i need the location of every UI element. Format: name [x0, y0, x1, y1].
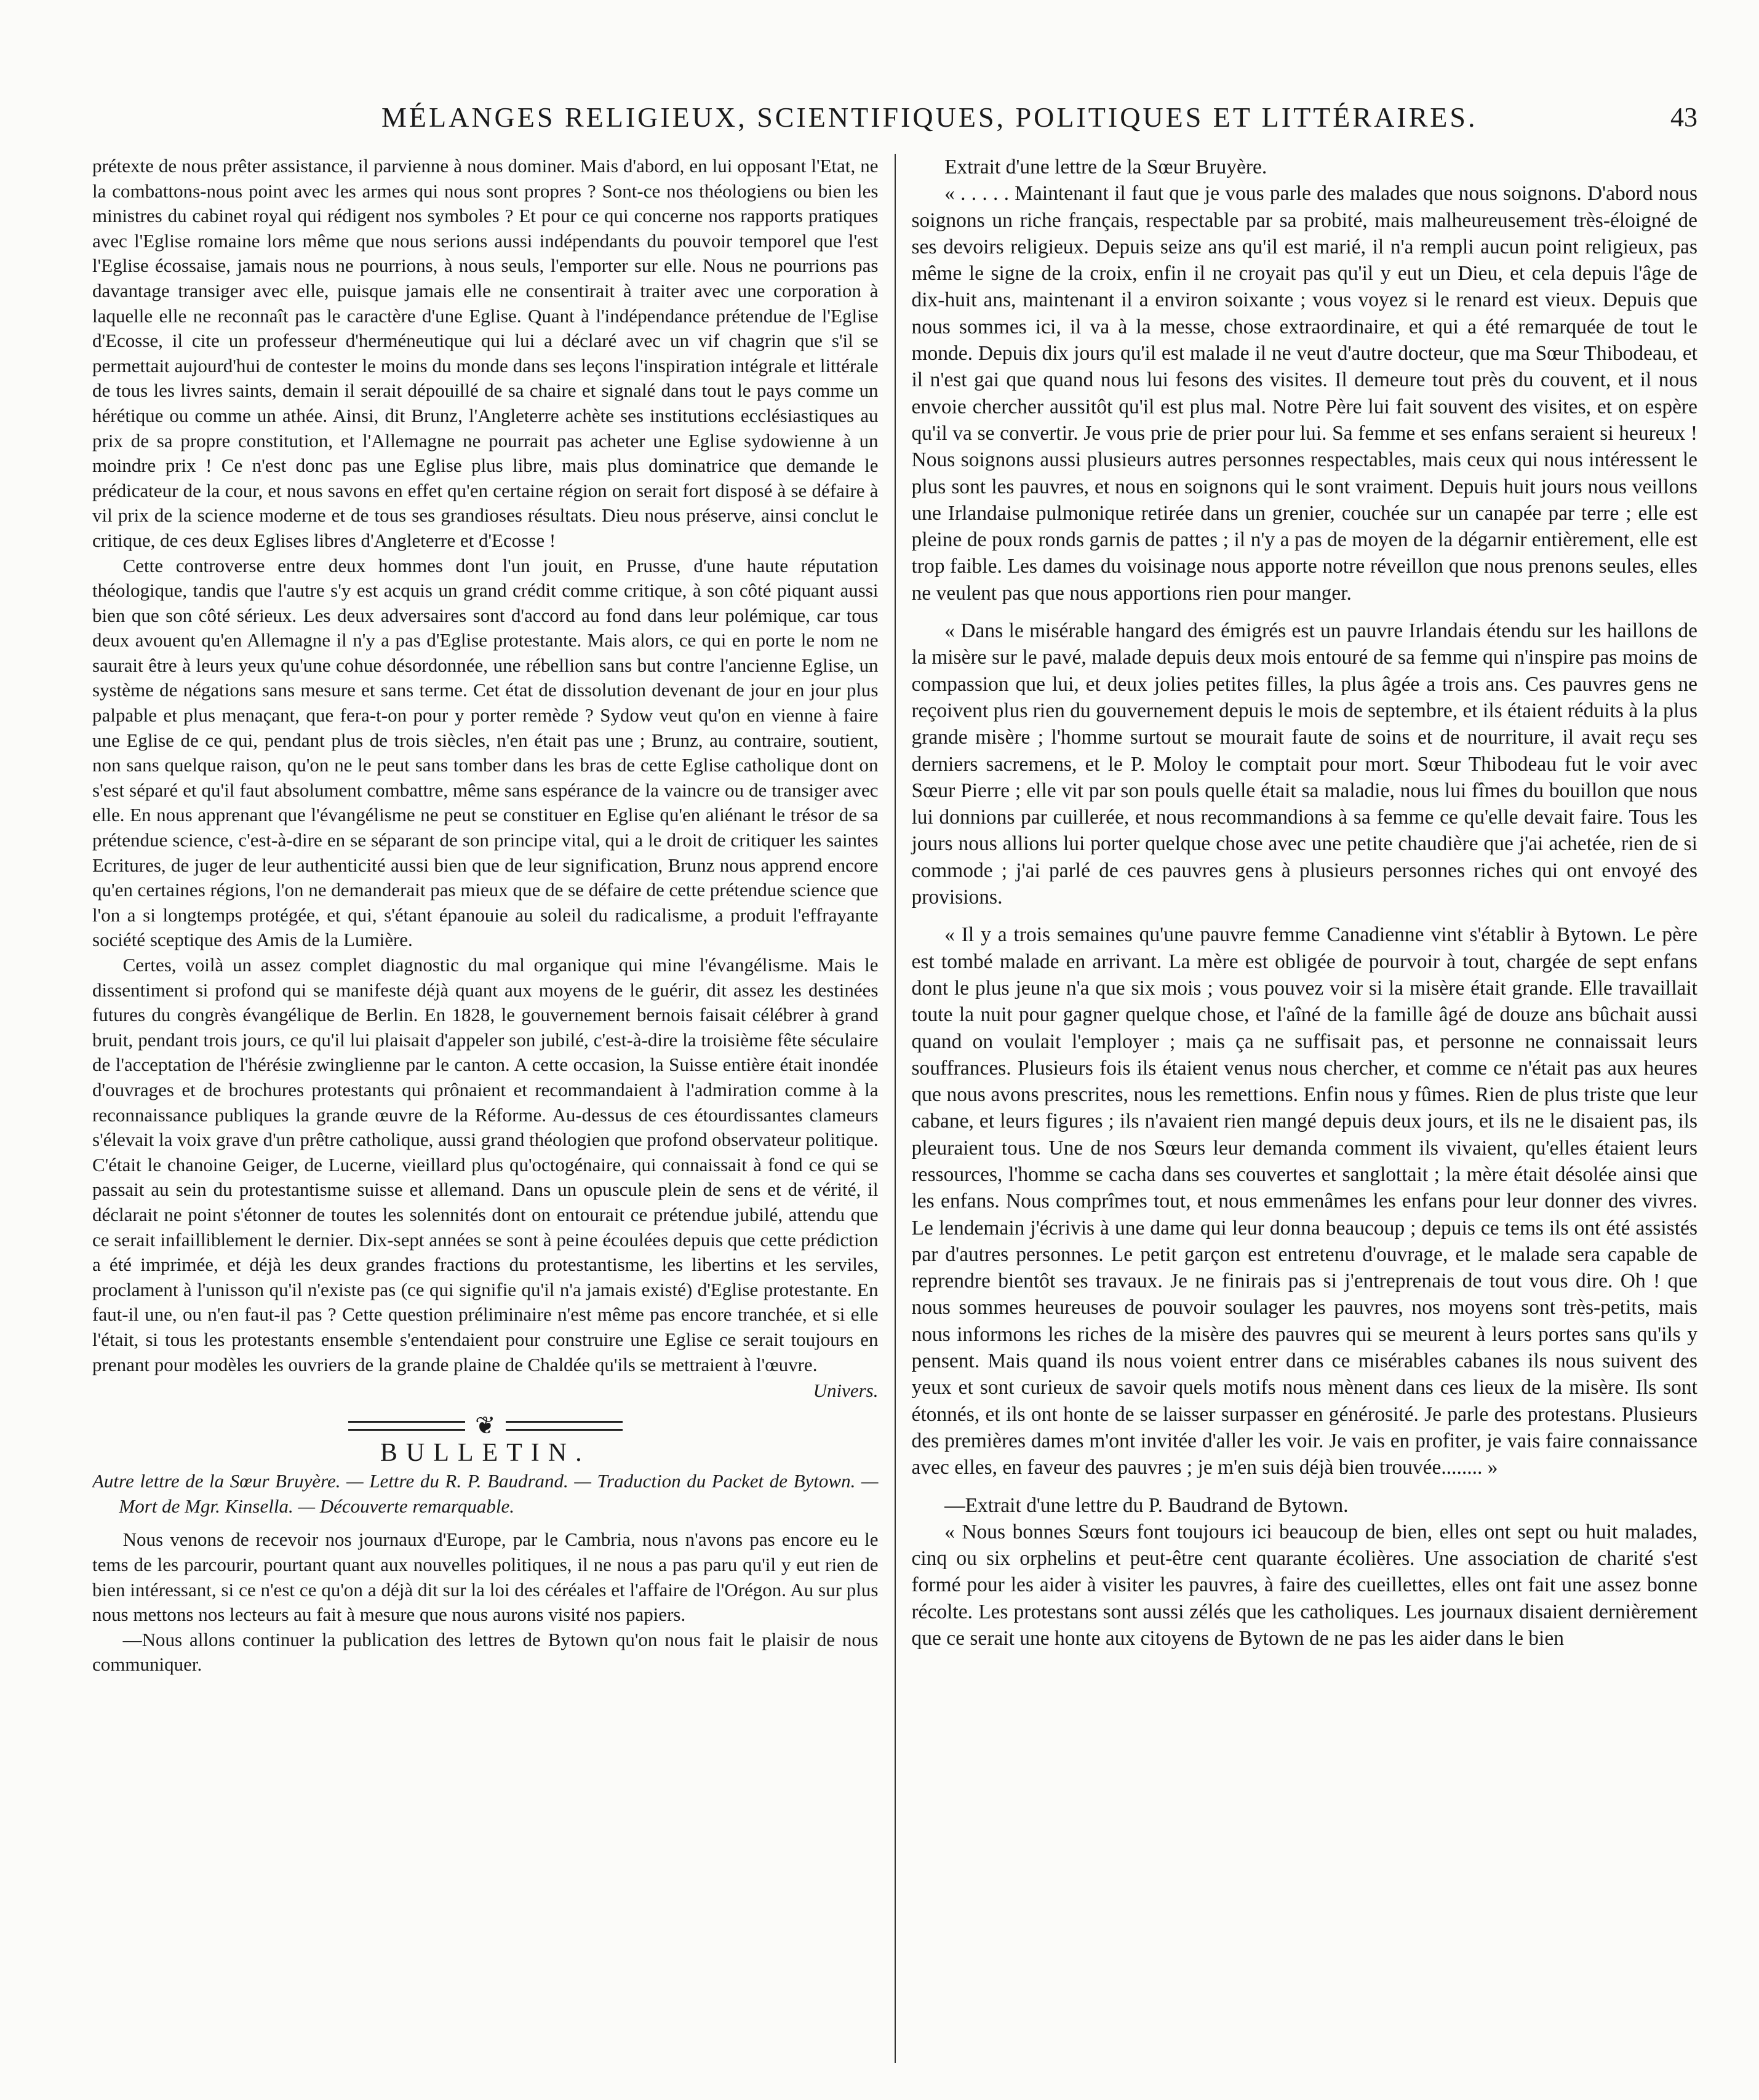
- bulletin-paragraph: Nous venons de recevoir nos journaux d'Europe, par le Cambria, nous n'avons pas encore eu le tems de les parcourir, pourtant quant aux nouvelles politiques, il ne nous a pas paru qu'il y eut rien de bien intéressant, si ce n'est ce qu'on a déjà dit sur la loi des céréales et l'affaire de l'Orégon. Au sur plus nous mettons nos lecteurs au fait à mesure que nous aurons visité nos papiers.: [92, 1529, 879, 1626]
- ornament-rule-right: [506, 1421, 623, 1431]
- running-head: [381, 98, 1697, 135]
- right-column: [895, 154, 1698, 2063]
- article-paragraph: Cette controverse entre deux hommes dont l'un jouit, en Prusse, d'une haute réputation théologique, tandis que l'autre s'y est acquis un grand crédit comme critique, à son côté piquant aussi bien que son côté sérieux. Les deux adversaires sont d'accord au fond dans leur polémique, car tous deux avouent qu'en Allemagne il n'y a pas d'Eglise protestante. Mais alors, ce qui en porte le nom ne saurait être à leurs yeux qu'une cohue désordonnée, une rébellion sans but contre l'ancienne Eglise, un système de négations sans mesure et sans terme. Cet état de dissolution devenant de jour en jour plus palpable et plus menaçant, que fera-t-on pour y porter remède ? Sydow veut qu'on en vienne à faire une Eglise de ce qui, pendant plus de trois siècles, n'en était pas une ; Brunz, au contraire, soutient, non sans quelque raison, qu'on ne le peut sans tomber dans les bras de cette Eglise catholique dont on s'est séparé et qu'il faut absolument combattre, même sans espérance de la vaincre ou de transiger avec elle. En nous apprenant que l'évangélisme ne peut se constituer en Eglise qu'en aliénant le trésor de sa prétendue science, c'est-à-dire en se séparant de son principe vital, qui a le droit de critiquer les saintes Ecritures, de juger de leur authenticité aussi bien que de leur signification, Brunz nous apprend encore qu'en certaines régions, l'on ne demanderait pas mieux que de se défaire de cette prétendue science que l'on a si longtemps protégée, et qui, s'étant épanouie au soleil du radicalisme, a produit l'effrayante société sceptique des Amis de la Lumière.: [92, 554, 879, 951]
- letter-paragraph: « Il y a trois semaines qu'une pauvre femme Canadienne vint s'établir à Bytown. Le père est tombé malade en arrivant. La mère est obligée de pourvoir à tout, chargée de sept enfans dont le plus jeune n'a que six mois ; vous pouvez voir si la misère était grande. Elle travaillait toute la nuit pour gagner quelque chose, et l'aîné de la famille âgé de douze ans bûchait aussi quand on voulait l'employer ; mais ça ne suffisait pas, et personne ne connaissait leurs souffrances. Plusieurs fois ils étaient venus nous chercher, et comme ce n'était pas aux heures que nous avons prescrites, nous les remettions. Enfin nous y fûmes. Rien de plus triste que leur cabane, et leurs figures ; ils n'avaient rien mangé depuis deux jours, et ils ne le disaient pas, ils pleuraient tous. Une de nos Sœurs leur demanda comment ils vivaient, qu'elles étaient leurs ressources, l'homme se cacha dans ses couvertes et sanglottait ; la mère était désolée ainsi que les enfans. Nous comprîmes tout, et nous emmenâmes les enfans pour leur donner des vivres. Le lendemain j'écrivis à une dame qui leur donna beaucoup ; depuis ce tems ils ont été assistés par d'autres personnes. Le petit garçon est entretenu d'ouvrage, et le malade sera capable de reprendre bientôt ses travaux. Je ne finirais pas si j'entreprenais de tout vous dire. Oh ! que nous sommes heureuses de pouvoir soulager les pauvres, nos moyens sont très-petits, mais nous informons les riches de la misère des pauvres qui se meurent à leurs portes sans qu'ils y pensent. Mais quand ils nous voient entrer dans ce misérables cabanes ils nous suivent des yeux et sont curieux de savoir quels motifs nous mènent dans ces lieux de la misère. Ils sont étonnés, et ils ont honte de se laisser surpasser en générosité. Je parle des protestans. Plusieurs des premières dames m'ont invitée d'aller les voir. Je vais en profiter, je vais faire connaissance avec elles, en faveur des pauvres ; je m'en suis déjà bien trouvée........ »: [911, 923, 1697, 1479]
- letter-heading: —Extrait d'une lettre du P. Baudrand de Bytown.: [944, 1493, 1349, 1517]
- section-ornament: [92, 1411, 879, 1439]
- article-paragraph: prétexte de nous prêter assistance, il parvienne à nous dominer. Mais d'abord, en lui opposant l'Etat, ne la combattons-nous point avec les armes qui nous sont propres ? Sont-ce nos théologiens ou bien les ministres du cabinet royal qui rédigent nos symboles ? Et pour ce qui concerne nos rapports pratiques avec l'Eglise romaine lors même que nous serions aussi indépendants du pouvoir temporel que l'est l'Eglise écossaise, jamais nous ne pourrions, à nous seuls, l'emporter sur elle. Nous ne pourrions pas davantage transiger avec elle, puisque jamais elle ne consentirait à traiter avec une corporation à laquelle elle ne reconnaît pas le caractère d'une Eglise. Quant à l'indépendance prétendue de l'Eglise d'Ecosse, il cite un professeur d'herméneutique qui lui a déclaré avec un vif chagrin que s'il se permettait aujourd'hui de contester le moins du monde dans ses leçons l'inspiration intégrale et littérale de tous les livres saints, demain il serait dépouillé de sa chaire et signalé dans tout le pays comme un hérétique ou comme un athée. Ainsi, dit Brunz, l'Angleterre achète ses institutions ecclésiastiques au prix de sa propre constitution, et l'Allemagne ne pourrait pas acheter une Eglise sydowienne à un moindre prix ! Ce n'est donc pas une Eglise plus libre, mais plus dominatrice que demande le prédicateur de la cour, et nous savons en effet qu'en certaine région on serait fort disposé à se défaire à vil prix de la science moderne et de tous ses grandioses résultats. Dieu nous préserve, ainsi conclut le critique, de ces deux Eglises libres d'Angleterre et d'Ecosse !: [92, 155, 879, 551]
- bulletin-paragraph: —Nous allons continuer la publication des lettres de Bytown qu'on nous fait le plaisir de nous communiquer.: [92, 1628, 879, 1676]
- left-column: [92, 154, 895, 2063]
- ornament-rule-left: [348, 1421, 465, 1431]
- running-title: MÉLANGES RELIGIEUX, SCIENTIFIQUES, POLITIQUES ET LITTÉRAIRES.: [381, 101, 1478, 133]
- article-paragraph: Certes, voilà un assez complet diagnostic du mal organique qui mine l'évangélisme. Mais le dissentiment si profond qui se manifeste déjà quant aux moyens de le guérir, dit assez les destinées futures du congrès évangélique de Berlin. En 1828, le gouvernement bernois faisait célébrer à grand bruit, pendant trois jours, ce qu'il lui plaisait d'appeler son jubilé, c'est-à-dire la troisième fête séculaire de l'acceptation de l'hérésie zwinglienne par le canton. A cette occasion, la Suisse entière était inondée d'ouvrages et de brochures protestants qui prônaient et recommandaient à l'admiration comme à la reconnaissance publiques la grande œuvre de la Réforme. Au-dessus de ces étourdissantes clameurs s'élevait la voix grave d'un prêtre catholique, aussi grand théologien que profond observateur politique. C'était le chanoine Geiger, de Lucerne, vieillard plus qu'octogénaire, qui connaissait à fond ce qui se passait au sein du protestantisme suisse et allemand. Dans un opuscule plein de sens et de vérité, il déclarait ne point s'étonner de toutes les solennités dont on entourait ce prétendue jubilé, attendu que ce serait infailliblement le dernier. Dix-sept années se sont à peine écoulées depuis que cette prédiction a été imprimée, et déjà les deux grandes fractions du protestantisme, les libertins et les serviles, proclament à l'unisson qu'il n'existe pas (ce qui signifie qu'il n'a jamais existé) d'Eglise protestante. En faut-il une, ou n'en faut-il pas ? Cette question préliminaire n'est même pas encore tranchée, et si elle l'était, si tous les protestants ensemble s'entendaient pour construire une Eglise ce serait toujours en prenant pour modèles les ouvriers de la grande plaine de Chaldée qu'ils se mettraient à l'œuvre.: [92, 954, 879, 1375]
- letter-heading: Extrait d'une lettre de la Sœur Bruyère.: [944, 156, 1267, 178]
- article-source: Univers.: [813, 1380, 879, 1402]
- letter-paragraph: « . . . . . Maintenant il faut que je vous parle des malades que nous soignons. D'abord nous soignons un riche français, respectable par sa probité, mais malheureusement très-éloigné de ses devoirs religieux. Depuis seize ans qu'il est marié, il n'a rempli aucun point religieux, pas même le signe de la croix, enfin il ne croyait pas qu'il y eut un Dieu, et cela depuis l'âge de dix-huit ans, maintenant il a environ soixante ; vous voyez si le renard est vieux. Depuis que nous sommes ici, il va à la messe, chose extraordinaire, et qui a été remarquée de tout le monde. Depuis dix jours qu'il est malade il ne veut d'autre docteur, que ma Sœur Thibodeau, et il n'est gai que quand nous lui fesons des visites. Il demeure tout près du couvent, et il nous envoie chercher aussitôt qu'il est plus mal. Notre Père lui fait souvent des visites, et on espère qu'il va se convertir. Je vous prie de prier pour lui. Sa femme et ses enfans seraient si heureux ! Nous soignons aussi plusieurs autres personnes respectables, mais ceux qui nous intéressent le plus sont les pauvres, et nous en soignons qui le sont vraiment. Depuis huit jours nous veillons une Irlandaise pulmonique retirée dans un grenier, couchée sur un canapée par terre ; elle est pleine de poux ronds garnis de pattes ; il n'y a pas de moyen de la dégarnir entièrement, elle est trop faible. Les dames du voisinage nous apporte notre réveillon que nous prenons seules, elles ne veulent pas que nous apportions rien pour manger.: [911, 182, 1697, 605]
- page-number: 43: [1670, 101, 1697, 132]
- letter-paragraph: « Dans le misérable hangard des émigrés est un pauvre Irlandais étendu sur les haillons de la misère sur le pavé, malade depuis deux mois entouré de sa femme qui n'inspire pas moins de compassion que lui, et deux jolies petites filles, la plus âgée a trois ans. Ces pauvres gens ne reçoivent plus rien du gouvernement depuis le mois de septembre, et ils étaient réduits à la plus grande misère ; l'homme surtout se mourait faute de soins et de nourriture, il avait reçu ses derniers sacremens, et le P. Moloy le comptait pour mort. Sœur Thibodeau fut le voir avec Sœur Pierre ; elle vit par son pouls quelle était sa maladie, nous lui fîmes du bouillon que nous lui donnions par cuillerée, et nous recommandions à sa femme ce qu'elle devait faire. Tous les jours nous allions lui porter quelque chose avec une petite chaudière que j'ai achetée, rien de si commode ; j'ai parlé de ces pauvres gens à plusieurs personnes riches qui ont envoyé des provisions.: [911, 619, 1697, 909]
- letter-paragraph: « Nous bonnes Sœurs font toujours ici beaucoup de bien, elles ont sept ou huit malades, cinq ou six orphelins et peut-être cent quarante écolières. Une association de charité s'est formé pour les aider à visiter les pauvres, à faire des cueillettes, elles ont fait une assez bonne récolte. Les protestans sont aussi zélés que les catholiques. Les journaux disaient dernièrement que ce serait une honte aux citoyens de Bytown de ne pas les aider dans le bien: [911, 1520, 1697, 1650]
- bulletin-heading: BULLETIN.: [380, 1438, 591, 1467]
- bulletin-summary: Autre lettre de la Sœur Bruyère. — Lettre du R. P. Baudrand. — Traduction du Packet de Bytown. — Mort de Mgr. Kinsella. — Découverte remarquable.: [92, 1470, 879, 1517]
- two-column-body: [92, 154, 1697, 2063]
- fleuron-icon: ❦: [474, 1411, 496, 1439]
